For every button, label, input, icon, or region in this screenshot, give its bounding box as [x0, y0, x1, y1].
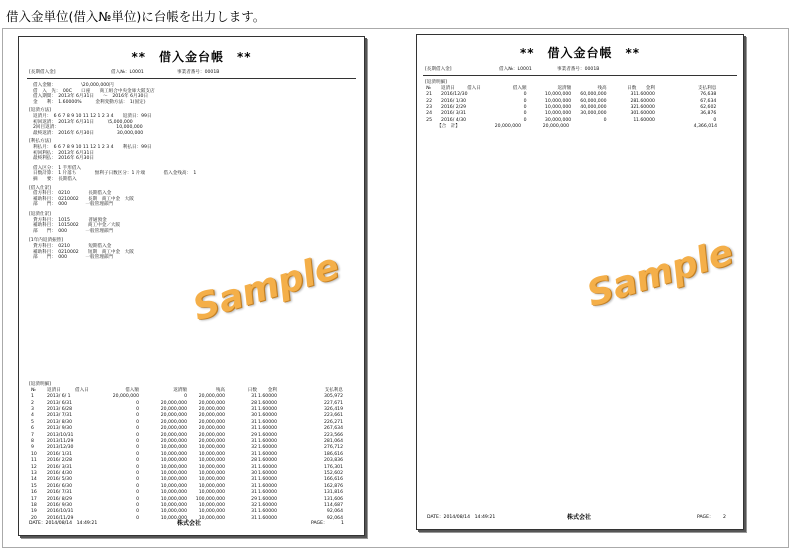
column-header: 金利 — [645, 86, 655, 91]
column-header: № — [31, 388, 36, 393]
table-cell: 20,000,000 — [198, 432, 225, 438]
table-cell: 0 — [136, 439, 139, 444]
total-cell: 4,366,014 — [693, 124, 717, 130]
table-cell: 20,000,000 — [198, 413, 225, 419]
table-cell: 20,000,000 — [160, 413, 187, 419]
table-cell: 2013/ 6/31 — [47, 400, 73, 406]
transfer-entry-line: 貸方科目： 0210 短期借入金 — [33, 244, 112, 249]
column-header: 支払利息 — [697, 86, 717, 91]
table-cell: 114,687 — [324, 503, 343, 508]
table-cell: 203,836 — [324, 458, 343, 464]
table-cell: 2016/ 3/31 — [441, 111, 467, 117]
table-cell: 0 — [184, 394, 187, 400]
table-cell: 2016/ 2/28 — [47, 458, 73, 464]
section-heading: [1年内返済振替] — [29, 238, 64, 244]
office-number: 事業者番号：0001B — [557, 67, 600, 72]
table-cell: 5 — [31, 419, 34, 425]
loan-info-line: 借入期間： 2013年 6月31日 ～ 2016年 6月30日 — [33, 94, 149, 100]
table-cell: 13 — [31, 471, 37, 476]
table-cell: 0 — [136, 451, 139, 457]
ledger-page-2 — [416, 34, 744, 530]
table-cell: 4 — [31, 413, 34, 419]
interest-method-line: 初回利払： 2013年 6月31日 — [33, 150, 94, 156]
column-header: 借入額 — [512, 86, 527, 91]
table-cell: 31 — [251, 483, 257, 489]
table-cell: 18 — [31, 503, 37, 508]
footer-date: DATE：2014/08/14 14:49:21 — [427, 515, 496, 520]
column-header: 日数 — [247, 388, 257, 393]
table-cell: 0 — [136, 477, 139, 483]
table-cell: 1.60000 — [258, 464, 277, 470]
table-cell: 0 — [136, 503, 139, 508]
table-cell: 31 — [251, 394, 257, 400]
table-cell: 20,000,000 — [198, 439, 225, 444]
table-cell: 0 — [136, 471, 139, 476]
table-cell: 1.60000 — [258, 509, 277, 515]
table-cell: 10,000,000 — [160, 496, 187, 502]
table-cell: 29 — [251, 496, 257, 502]
table-cell: 2016/12/30 — [441, 92, 468, 98]
table-cell: 1.60000 — [635, 105, 655, 110]
table-cell: 9 — [31, 445, 34, 451]
table-cell: 166,616 — [324, 477, 343, 483]
table-cell: 31 — [251, 439, 257, 444]
table-cell: 20,000,000 — [160, 419, 187, 425]
table-cell: 2013/ 9/30 — [47, 426, 73, 432]
transfer-entry-line: 部 門： 000 一般管理部門 — [33, 255, 113, 261]
table-cell: 0 — [523, 117, 527, 123]
table-cell: 20,000,000 — [198, 426, 225, 432]
table-cell: 10,000,000 — [160, 458, 187, 464]
table-cell: 11 — [31, 458, 37, 464]
table-cell: 0 — [136, 426, 139, 432]
table-cell: 2016/ 3/31 — [47, 464, 73, 470]
table-cell: 20,000,000 — [160, 407, 187, 412]
table-cell: 10,000,000 — [544, 105, 572, 110]
table-cell: 267,634 — [324, 426, 343, 432]
table-cell: 0 — [136, 400, 139, 406]
table-cell: 31 — [630, 92, 637, 98]
sample-watermark: Sample — [188, 245, 344, 330]
table-cell: 10,000,000 — [160, 464, 187, 470]
table-cell: 10,000,000 — [198, 477, 225, 483]
loan-info-line: 借入金額： \20,000,000円 — [33, 83, 114, 88]
column-header: 返済日 — [47, 388, 61, 393]
table-cell: 1.60000 — [258, 503, 277, 508]
total-cell: 20,000,000 — [494, 124, 521, 130]
table-cell: 31 — [251, 477, 257, 483]
table-cell: 30 — [251, 471, 257, 476]
lender-number: 借入№：L0001 — [499, 67, 532, 72]
table-cell: 0 — [136, 407, 139, 412]
loan-info-line: 借 入 先： 00C 口座 商工組合中央金庫大阪支店 — [33, 88, 155, 94]
table-cell: 2013/ 8/30 — [47, 419, 73, 425]
table-cell: 31 — [251, 464, 257, 470]
header-divider — [27, 78, 356, 79]
table-cell: 2013/11/29 — [47, 439, 74, 444]
table-cell: 223,661 — [324, 413, 343, 419]
table-cell: 1.60000 — [258, 477, 277, 483]
table-cell: 152,602 — [324, 471, 343, 476]
table-cell: 1.60000 — [258, 496, 277, 502]
table-cell: 1.60000 — [258, 400, 277, 406]
repayment-method-line: 2回目返済： 10,000,000 — [33, 125, 143, 131]
table-cell: 0 — [136, 515, 139, 521]
table-cell: 0 — [136, 490, 139, 496]
table-cell: 31 — [251, 490, 257, 496]
table-cell: 10,000,000 — [160, 509, 187, 515]
footer-date: DATE：2014/08/14 14:49:21 — [29, 521, 98, 526]
ledger-title: ** 借入金台帳 ** — [519, 46, 641, 60]
table-cell: 20,000,000 — [112, 394, 139, 400]
table-cell: 326,419 — [324, 407, 343, 412]
table-cell: 162,876 — [324, 483, 343, 489]
table-cell: 1.60000 — [258, 451, 277, 457]
table-cell: 131,606 — [324, 496, 343, 502]
table-cell: 30,000,000 — [544, 117, 572, 123]
table-cell: 1.60000 — [258, 439, 277, 444]
table-cell: 1.60000 — [258, 445, 277, 451]
table-cell: 20,000,000 — [198, 394, 225, 400]
table-cell: 16 — [31, 490, 37, 496]
table-cell: 10,000,000 — [160, 483, 187, 489]
table-cell: 2016/ 9/30 — [47, 503, 73, 508]
table-cell: 0 — [603, 117, 607, 123]
interest-method-line: 利払月： 6 6 7 8 9 10 11 12 1 2 3 4 利払日：99日 — [33, 145, 152, 150]
table-cell: 0 — [136, 419, 139, 425]
table-cell: 1.60000 — [258, 426, 277, 432]
table-cell: 2013/ 6/ 1 — [47, 394, 71, 400]
table-cell: 2016/ 4/30 — [441, 117, 467, 123]
table-cell: 10,000,000 — [198, 503, 225, 508]
table-cell: 10,000,000 — [198, 515, 225, 521]
table-cell: 40,000,000 — [580, 105, 607, 110]
table-cell: 2016/ 8/29 — [47, 496, 73, 502]
table-cell: 20,000,000 — [160, 400, 187, 406]
table-cell: 1.60000 — [635, 111, 655, 117]
table-cell: 305,972 — [324, 394, 343, 400]
table-cell: 30 — [251, 413, 257, 419]
table-cell: 1.60000 — [635, 98, 655, 104]
table-cell: 223,566 — [324, 432, 343, 438]
table-cell: 23 — [426, 105, 433, 110]
table-cell: 0 — [136, 458, 139, 464]
section-heading: [返済方法] — [29, 108, 51, 114]
table-cell: 281,064 — [324, 439, 343, 444]
table-cell: 176,301 — [324, 464, 343, 470]
table-cell: 2016/ 4/30 — [47, 471, 73, 476]
table-cell: 2016/ 1/30 — [441, 98, 467, 104]
table-cell: 31 — [251, 451, 257, 457]
table-cell: 17 — [31, 496, 37, 502]
table-cell: 2013/12/30 — [47, 445, 74, 451]
table-cell: 19 — [31, 509, 37, 515]
table-cell: 2016/ 2/29 — [441, 105, 467, 110]
repayment-method-line: 最終返済： 2016年 6月30日 30,000,000 — [33, 130, 144, 136]
table-cell: 67,634 — [700, 98, 717, 104]
table-cell: 2016/ 1/31 — [47, 451, 73, 457]
loan-info-line: 金 利： 1.60000% 金利変動方法： 1(固定) — [33, 99, 146, 105]
table-cell: 31 — [251, 509, 257, 515]
footer-company: 株式会社 — [567, 514, 592, 521]
table-cell: 227,671 — [324, 400, 343, 406]
table-cell: 2016/ 6/30 — [47, 483, 73, 489]
table-cell: 10,000,000 — [544, 92, 572, 98]
table-cell: 31 — [251, 515, 257, 521]
transfer-entry-line: 補助科目： 0210002 短期 商工中金 大阪 — [33, 249, 134, 255]
table-cell: 32 — [630, 105, 637, 110]
footer-page-label: PAGE： — [311, 521, 328, 526]
table-cell: 276,712 — [324, 445, 343, 451]
table-cell: 60,000,000 — [580, 92, 607, 98]
table-cell: 20 — [31, 515, 37, 521]
table-cell: 1.60000 — [635, 92, 655, 98]
table-cell: 20,000,000 — [160, 439, 187, 444]
journal-entry-line: 部 門： 000 一般管理部門 — [33, 202, 113, 208]
table-cell: 21 — [426, 92, 433, 98]
table-cell: 24 — [426, 111, 433, 117]
table-cell: 10,000,000 — [198, 451, 225, 457]
header-divider — [423, 75, 737, 76]
table-cell: 10,000,000 — [198, 445, 225, 451]
table-cell: 0 — [136, 464, 139, 470]
table-cell: 10,000,000 — [160, 445, 187, 451]
sample-watermark: Sample — [582, 231, 738, 316]
total-cell: 【合 計】 — [437, 124, 460, 130]
office-number: 事業者番号：0001B — [177, 70, 220, 75]
table-cell: 20,000,000 — [160, 426, 187, 432]
table-cell: 131,816 — [324, 490, 343, 496]
footer-page-number: 2 — [723, 515, 726, 520]
table-cell: 14 — [31, 477, 37, 483]
table-cell: 10,000,000 — [160, 451, 187, 457]
column-header: 支払利息 — [324, 388, 343, 393]
table-cell: 10,000,000 — [544, 111, 572, 117]
table-cell: 0 — [523, 105, 527, 110]
table-cell: 25 — [426, 117, 433, 123]
table-cell: 1.60000 — [258, 458, 277, 464]
interest-method-line: 最終利払： 2016年 6月30日 — [33, 156, 94, 162]
table-cell: 8 — [31, 439, 34, 444]
column-header: 借入日 — [75, 388, 89, 393]
repayment-entry-line: 補助科目： 1015002 商工中金／大阪 — [33, 223, 121, 229]
table-cell: 1.60000 — [258, 515, 277, 521]
table-cell: 2016/10/31 — [47, 509, 74, 515]
table-cell: 20,000,000 — [198, 419, 225, 425]
table-cell: 1.60000 — [258, 394, 277, 400]
table-cell: 1.60000 — [258, 407, 277, 412]
table-cell: 1.60000 — [258, 413, 277, 419]
column-header: 残高 — [215, 388, 225, 393]
ledger-title: ** 借入金台帳 ** — [131, 50, 252, 64]
table-cell: 2016/ 7/31 — [47, 490, 73, 496]
table-cell: 1.60000 — [635, 117, 655, 123]
total-cell: 20,000,000 — [542, 124, 569, 130]
table-cell: 0 — [713, 117, 717, 123]
table-cell: 10,000,000 — [160, 477, 187, 483]
table-cell: 0 — [523, 98, 527, 104]
table-cell: 28 — [251, 400, 257, 406]
table-cell: 10,000,000 — [198, 483, 225, 489]
table-cell: 0 — [136, 509, 139, 515]
table-cell: 30 — [630, 111, 637, 117]
table-cell: 30,000,000 — [580, 111, 607, 117]
table-cell: 92,064 — [326, 509, 343, 515]
table-cell: 10,000,000 — [198, 458, 225, 464]
table-cell: 60,000,000 — [580, 98, 607, 104]
table-cell: 1.60000 — [258, 432, 277, 438]
table-cell: 2013/ 6/28 — [47, 407, 73, 412]
table-cell: 62,602 — [700, 105, 717, 110]
table-cell: 10 — [31, 451, 37, 457]
loan-misc-line: 借入区分： 1 手形借入 — [33, 165, 82, 171]
table-cell: 1.60000 — [258, 419, 277, 425]
column-header: 返済日 — [441, 86, 455, 91]
table-cell: 10,000,000 — [198, 509, 225, 515]
table-cell: 1 — [633, 117, 637, 123]
footer-page-label: PAGE： — [697, 515, 714, 520]
column-header: 借入額 — [125, 388, 139, 393]
column-header: 返済額 — [173, 388, 187, 393]
table-cell: 92,064 — [326, 515, 343, 521]
loan-misc-line: 日数計算： 1 片落ち 無利子日数区分：1 片端 借入金残高： 1 — [33, 171, 197, 177]
page-caption: 借入金単位(借入№単位)に台帳を出力します。 — [6, 9, 266, 24]
table-cell: 186,616 — [324, 451, 343, 457]
table-cell: 10,000,000 — [198, 471, 225, 476]
repayment-method-line: 返済月： 6 6 7 8 9 10 11 12 1 2 3 4 返済日：99日 — [33, 114, 152, 119]
column-header: 金利 — [267, 388, 277, 393]
table-cell: 10,000,000 — [198, 490, 225, 496]
table-cell: 226,271 — [324, 419, 343, 425]
table-cell: 32 — [251, 503, 257, 508]
loan-misc-line: 摘 要： 長期借入 — [33, 177, 77, 182]
column-header: 借入日 — [467, 86, 481, 91]
table-cell: 1 — [31, 394, 34, 400]
table-cell: 1.60000 — [258, 471, 277, 476]
table-cell: 31 — [251, 426, 257, 432]
table-cell: 28 — [630, 98, 637, 104]
table-cell: 28 — [251, 458, 257, 464]
table-cell: 20,000,000 — [198, 400, 225, 406]
repayment-entry-line: 貸方科目： 1015 普通預金 — [33, 217, 107, 223]
column-header: 返済額 — [557, 86, 572, 91]
table-cell: 1.60000 — [258, 483, 277, 489]
table-cell: 15 — [31, 483, 37, 489]
table-cell: 2016/ 5/30 — [47, 477, 73, 483]
table-cell: 10,000,000 — [160, 471, 187, 476]
column-header: № — [426, 86, 431, 91]
table-cell: 2013/ 7/31 — [47, 413, 73, 419]
table-cell: 10,000,000 — [160, 515, 187, 521]
table-cell: 7 — [31, 432, 34, 438]
table-cell: 10,000,000 — [160, 490, 187, 496]
table-cell: 31 — [251, 419, 257, 425]
section-heading: [返済明細] — [425, 80, 447, 85]
table-cell: 6 — [31, 426, 34, 432]
section-heading: [返済仕訳] — [29, 212, 51, 217]
table-cell: 22 — [426, 98, 433, 104]
table-cell: 0 — [136, 496, 139, 502]
journal-entry-line: 補助科目： 0210002 長期 商工中金 大阪 — [33, 196, 134, 202]
category-label: [長期借入金] — [425, 67, 452, 72]
lender-number: 借入№：L0001 — [111, 70, 144, 75]
table-cell: 10,000,000 — [544, 98, 572, 104]
table-cell: 2016/11/29 — [47, 515, 74, 521]
category-label: [長期借入金] — [29, 70, 56, 75]
table-cell: 32 — [251, 445, 257, 451]
table-cell: 0 — [136, 445, 139, 451]
journal-entry-line: 借方科目： 0210 長期借入金 — [33, 191, 112, 197]
table-cell: 12 — [31, 464, 37, 470]
table-cell: 10,000,000 — [198, 464, 225, 470]
table-cell: 100,000,000 — [195, 496, 225, 502]
table-cell: 31 — [251, 407, 257, 412]
ledger-page-1 — [18, 36, 365, 536]
table-cell: 29 — [251, 432, 257, 438]
section-heading: [返済明細] — [29, 382, 51, 387]
table-cell: 2 — [31, 400, 34, 406]
table-cell: 0 — [136, 413, 139, 419]
table-cell: 20,000,000 — [160, 432, 187, 438]
footer-page-number: 1 — [341, 521, 344, 526]
column-header: 残高 — [597, 86, 607, 91]
table-cell: 0 — [523, 111, 527, 117]
section-heading: [借入仕訳] — [29, 185, 51, 191]
repayment-method-line: 初回返済： 2013年 6月31日 \5,000,000 — [33, 119, 133, 125]
table-cell: 10,000,000 — [160, 503, 187, 508]
footer-company: 株式会社 — [177, 520, 202, 527]
column-header: 日数 — [627, 86, 637, 91]
section-heading: [利払方法] — [29, 139, 51, 145]
table-cell: 0 — [136, 483, 139, 489]
table-cell: 3 — [31, 407, 34, 412]
repayment-entry-line: 部 門： 000 一般管理部門 — [33, 228, 113, 234]
table-cell: 1.60000 — [258, 490, 277, 496]
table-cell: 2013/10/31 — [47, 432, 74, 438]
table-cell: 0 — [136, 432, 139, 438]
table-cell: 20,000,000 — [198, 407, 225, 412]
table-cell: 76,638 — [700, 92, 717, 98]
table-cell: 36,876 — [700, 111, 717, 117]
table-cell: 0 — [523, 92, 527, 98]
